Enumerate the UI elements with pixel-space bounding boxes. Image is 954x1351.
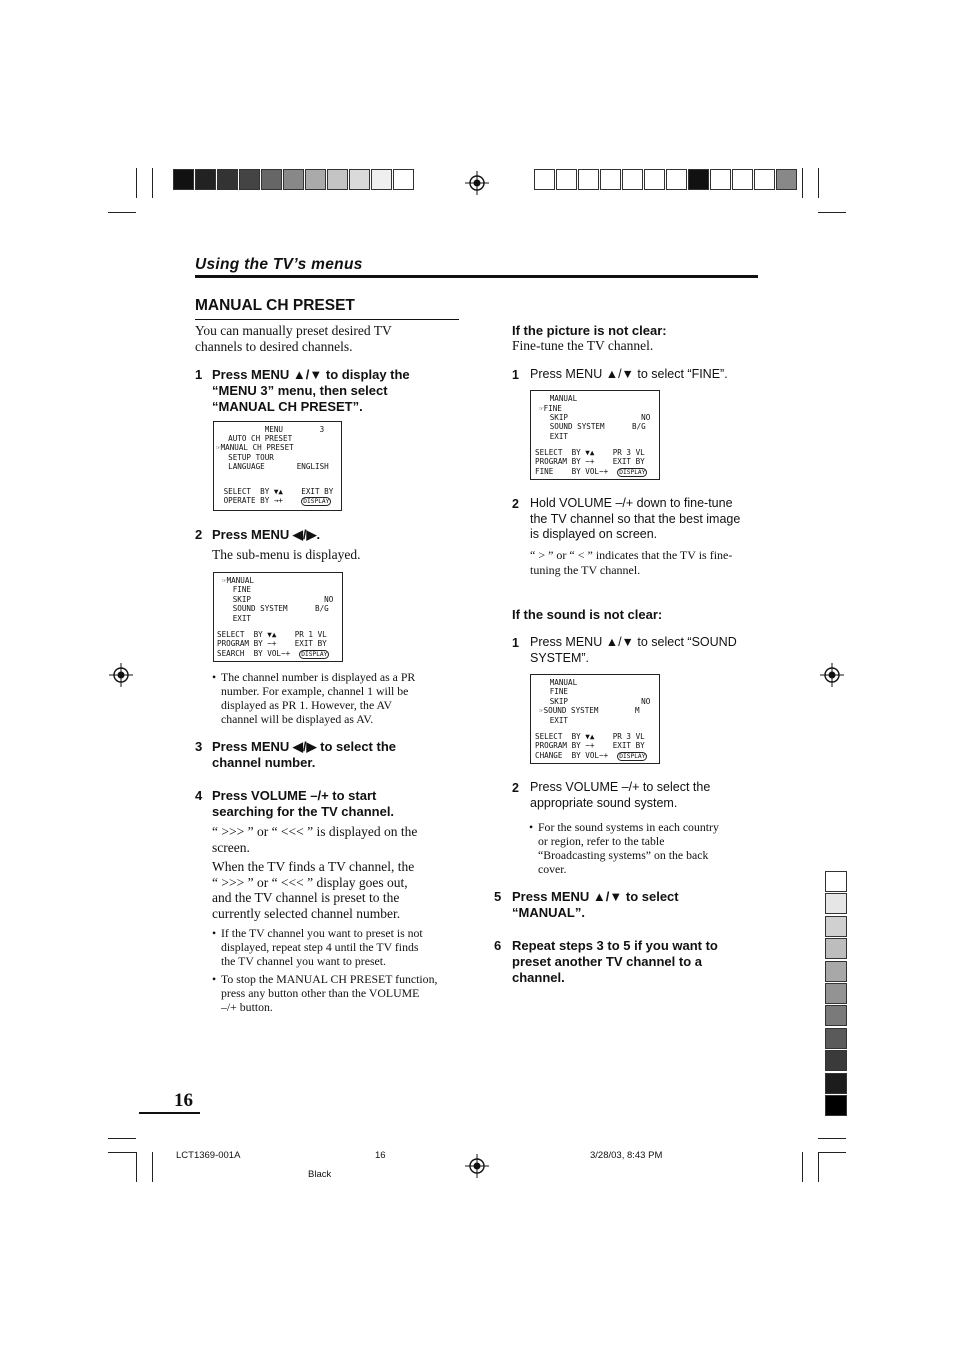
color-swatch <box>261 169 282 190</box>
color-swatch <box>600 169 621 190</box>
fine-step-1: Press MENU ▲/▼ to select “FINE”. <box>530 367 728 381</box>
crop-mark <box>152 168 153 198</box>
crop-mark <box>818 1152 846 1153</box>
color-swatch <box>710 169 731 190</box>
step-number: 4 <box>195 788 203 803</box>
section-rule <box>195 275 758 278</box>
step-3-text: Press MENU ◀/▶ to select the channel number. <box>212 739 396 770</box>
side-tab <box>825 983 847 1004</box>
side-tab <box>825 1028 847 1049</box>
crop-mark <box>152 1152 153 1182</box>
sound-heading: If the sound is not clear: <box>512 607 663 622</box>
crop-mark <box>818 1152 819 1182</box>
side-tab <box>825 893 847 914</box>
osd-manual-search: ☞MANUAL FINE SKIP NO SOUND SYSTEM B/G EXIT SELECT BY ▼▲ PR 1 VL PROGRAM BY −+ EXIT BY SEARCH BY VOL−+ DISPLAY <box>213 572 343 662</box>
crop-mark <box>108 1152 136 1153</box>
step-number: 2 <box>195 527 203 542</box>
step-1-text: Press MENU ▲/▼ to display the “MENU 3” menu, then select “MANUAL CH PRESET”. <box>212 367 410 414</box>
sound-step-2: Press VOLUME –/+ to select the appropriate sound system. <box>530 780 711 810</box>
step-number: 1 <box>512 636 519 650</box>
color-swatch <box>283 169 304 190</box>
step-number: 2 <box>512 497 519 511</box>
display-button-icon: DISPLAY <box>619 753 646 760</box>
step-number: 6 <box>494 938 502 953</box>
side-tab <box>825 916 847 937</box>
registration-mark-icon <box>465 171 489 195</box>
side-tab <box>825 938 847 959</box>
crop-mark <box>818 168 819 198</box>
crop-mark <box>108 212 136 213</box>
registration-mark-icon <box>109 663 133 687</box>
crop-mark <box>802 168 803 198</box>
step-2-sub: The sub-menu is displayed. <box>212 547 361 562</box>
fine-step-2: Hold VOLUME –/+ down to fine-tune the TV channel so that the best image is displayed on screen. <box>530 496 741 541</box>
color-swatch <box>534 169 555 190</box>
fine-note: “ > ” or “ < ” indicates that the TV is fine- tuning the TV channel. <box>530 548 733 577</box>
color-swatch <box>195 169 216 190</box>
color-swatch <box>666 169 687 190</box>
registration-mark-icon <box>820 663 844 687</box>
step-number: 3 <box>195 739 203 754</box>
picture-sub: Fine-tune the TV channel. <box>512 338 654 353</box>
step-5-text: Press MENU ▲/▼ to select “MANUAL”. <box>512 889 679 920</box>
note-repeat-step: • If the TV channel you want to preset is not displayed, repeat step 4 until the TV finds the TV channel you want to preset. <box>212 926 423 968</box>
step-4-text: Press VOLUME –/+ to start searching for the TV channel. <box>212 788 395 819</box>
title-rule <box>195 319 459 320</box>
color-swatch <box>556 169 577 190</box>
color-swatch <box>644 169 665 190</box>
side-tab <box>825 1095 847 1116</box>
color-swatch <box>217 169 238 190</box>
section-title: Using the TV’s menus <box>195 256 363 273</box>
side-tab <box>825 871 847 892</box>
footer-doc-id: LCT1369-001A <box>176 1150 241 1161</box>
color-swatch <box>776 169 797 190</box>
color-swatch <box>371 169 392 190</box>
crop-mark <box>136 1152 137 1182</box>
step-number: 5 <box>494 889 502 904</box>
step-number: 1 <box>512 368 519 382</box>
crop-mark <box>108 1138 136 1139</box>
step-number: 1 <box>195 367 203 382</box>
color-swatch <box>239 169 260 190</box>
crop-mark <box>136 168 137 198</box>
display-button-icon: DISPLAY <box>619 469 646 476</box>
side-tab <box>825 961 847 982</box>
note-channel-number: • The channel number is displayed as a PR number. For example, channel 1 will be displayed as PR 1. However, the AV channel will be displayed as AV. <box>212 670 416 726</box>
crop-mark <box>818 212 846 213</box>
step-4-desc-2: When the TV finds a TV channel, the “ >>> ” or “ <<< ” display goes out, and the TV channel is preset to the currently selected channel number. <box>212 859 415 921</box>
intro-text: You can manually preset desired TV channels to desired channels. <box>195 323 392 354</box>
side-tab <box>825 1073 847 1094</box>
step-4-desc: “ >>> ” or “ <<< ” is displayed on the screen. <box>212 824 418 855</box>
osd-manual-sound: MANUAL FINE SKIP NO ☞SOUND SYSTEM M EXIT SELECT BY ▼▲ PR 3 VL PROGRAM BY −+ EXIT BY CHANGE BY VOL−+ DISPLAY <box>530 674 660 764</box>
color-swatch <box>578 169 599 190</box>
color-swatch <box>688 169 709 190</box>
color-swatch <box>327 169 348 190</box>
note-sound-systems: • For the sound systems in each country or region, refer to the table “Broadcasting systems” on the back cover. <box>529 820 719 876</box>
step-number: 2 <box>512 781 519 795</box>
sound-step-1: Press MENU ▲/▼ to select “SOUND SYSTEM”. <box>530 635 737 665</box>
osd-menu3: MENU 3 AUTO CH PRESET ☞MANUAL CH PRESET SETUP TOUR LANGUAGE ENGLISH SELECT BY ▼▲ EXIT BY OPERATE BY →+ DISPLAY <box>213 421 342 511</box>
color-swatch <box>305 169 326 190</box>
color-swatch <box>732 169 753 190</box>
color-swatch <box>173 169 194 190</box>
color-swatch <box>754 169 775 190</box>
step-2-text: Press MENU ◀/▶. <box>212 527 321 542</box>
page-number-rule <box>139 1112 200 1114</box>
step-6-text: Repeat steps 3 to 5 if you want to preset another TV channel to a channel. <box>512 938 718 985</box>
color-swatch <box>349 169 370 190</box>
note-stop-function: • To stop the MANUAL CH PRESET function, press any button other than the VOLUME –/+ button. <box>212 972 438 1014</box>
registration-mark-icon <box>465 1154 489 1178</box>
page-number: 16 <box>174 1090 193 1111</box>
page-title: MANUAL CH PRESET <box>195 297 355 314</box>
side-tab <box>825 1050 847 1071</box>
osd-manual-fine: MANUAL ☞FINE SKIP NO SOUND SYSTEM B/G EXIT SELECT BY ▼▲ PR 3 VL PROGRAM BY −+ EXIT BY FINE BY VOL−+ DISPLAY <box>530 390 660 480</box>
color-swatch <box>622 169 643 190</box>
footer-page: 16 <box>375 1150 386 1161</box>
color-swatch <box>393 169 414 190</box>
footer-date: 3/28/03, 8:43 PM <box>590 1150 663 1161</box>
display-button-icon: DISPLAY <box>303 498 330 505</box>
display-button-icon: DISPLAY <box>301 651 328 658</box>
crop-mark <box>802 1152 803 1182</box>
picture-heading: If the picture is not clear: <box>512 323 667 338</box>
crop-mark <box>818 1138 846 1139</box>
side-tab <box>825 1005 847 1026</box>
footer-plate: Black <box>308 1169 332 1180</box>
